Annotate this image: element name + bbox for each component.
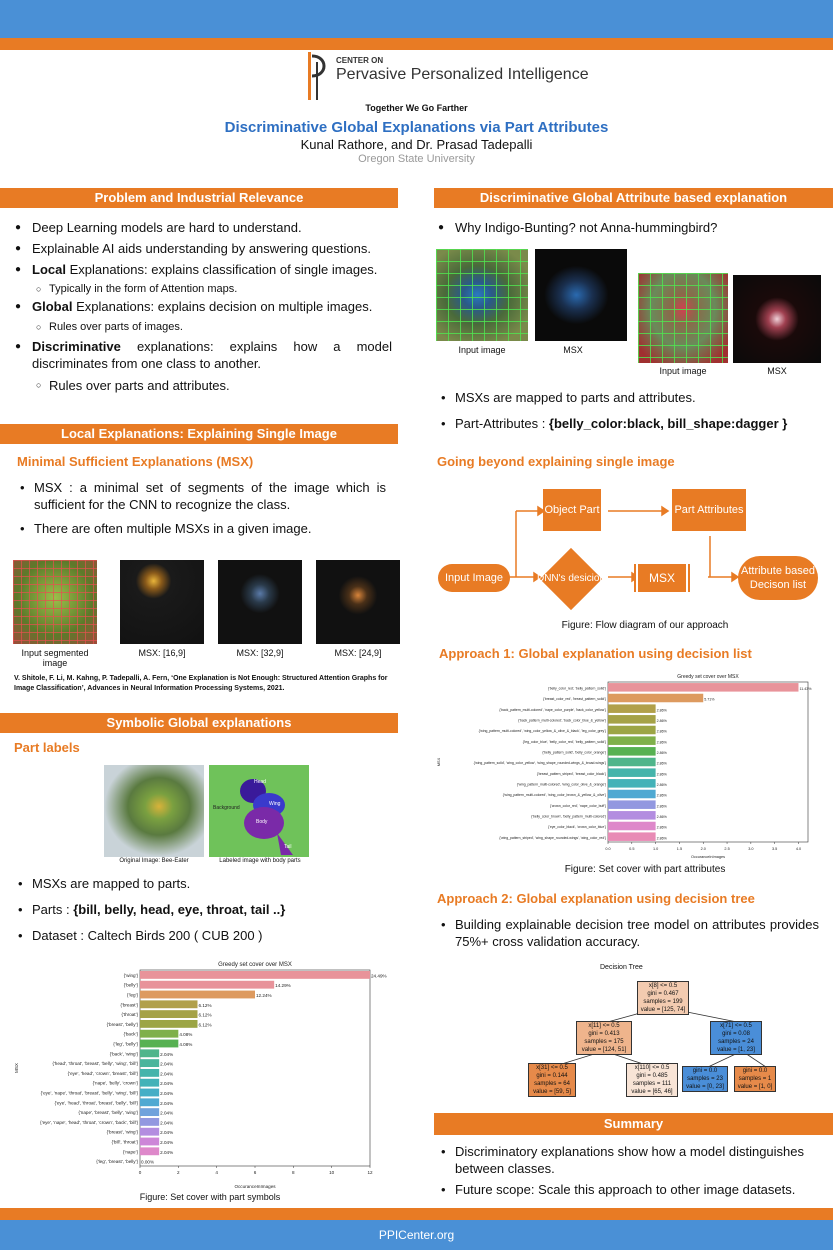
part-attributes-prefix: Part-Attributes : [455, 416, 549, 431]
bar-6 [608, 747, 656, 756]
bar-18 [140, 1147, 159, 1155]
category-label-10: {'eye', 'head', 'crown', 'breast', 'bill'} [67, 1070, 138, 1076]
ll-line-3: samples = 64 [534, 1081, 570, 1087]
category-label-18: {'nape'} [122, 1149, 138, 1155]
bar-9 [140, 1059, 159, 1067]
data-label-1: 5.71% [704, 697, 715, 702]
category-label-0: {'belly_color_red', 'belly_pattern_solid'} [547, 686, 606, 691]
flow-decision-diamond [536, 548, 606, 610]
data-label-13: 2.86% [656, 825, 667, 830]
flow-decision-list: Attribute based Decison list [738, 556, 818, 600]
left-line-4: value = [124, 51] [581, 1047, 627, 1053]
symbolic-bullet-2 [32, 901, 392, 918]
symbolic-bullet-1: • MSXs are mapped to parts. [32, 875, 392, 892]
top-stripe [0, 38, 833, 50]
plot-frame [140, 970, 370, 1166]
category-label-13: {'eye', 'head', 'throat', 'breast', 'belly', 'bill'} [54, 1100, 138, 1106]
data-label-14: 2.04% [160, 1110, 174, 1116]
lr-line-4: value = [65, 46] [631, 1089, 673, 1095]
data-label-5: 6.12% [198, 1022, 212, 1028]
x-tick-label-4: 2.0 [700, 847, 706, 851]
bar-8 [140, 1049, 159, 1057]
bar-2 [140, 991, 255, 999]
category-label-1: {'belly'} [123, 982, 138, 988]
category-label-12: {'eye', 'nape', 'throat', 'breast', 'belly', 'wing', 'bill'} [40, 1090, 138, 1096]
data-label-17: 2.04% [160, 1139, 174, 1145]
approach2-subheading: Approach 2: Global explanation using decision tree [437, 891, 755, 906]
bar-0 [140, 971, 370, 979]
x-tick-label-2: 1.0 [652, 847, 659, 851]
caption-msx-3: MSX: [24,9] [334, 648, 382, 658]
citation: V. Shitole, F. Li, M. Kahng, P. Tadepalli, A. Fern, ‘One Explanation is Not Enough: Structured Attention Graphs for Image Classification’, Advances in Neural Information Processing Systems, 2021. [14, 675, 388, 692]
category-label-2: {'back_pattern_multi-colored', 'nape_color_purple', 'back_color_yellow'} [499, 707, 606, 712]
symbolic-heading: Symbolic Global explanations [0, 713, 398, 733]
summary-heading: Summary [434, 1113, 833, 1135]
flow-part-attributes: Part Attributes [672, 489, 746, 531]
data-label-4: 6.12% [198, 1012, 212, 1018]
tree-node-ll [528, 1063, 576, 1097]
tree-node-right [710, 1021, 762, 1055]
flow-caption: Figure: Flow diagram of our approach [561, 620, 729, 631]
problem-bullet-4 [32, 298, 392, 315]
bar-10 [608, 790, 656, 799]
flow-input-image: Input Image [438, 564, 510, 592]
rl-line-1: gini = 0.0 [692, 1068, 718, 1074]
data-label-14: 2.86% [656, 836, 667, 841]
authors: Kunal Rathore, and Dr. Prasad Tadepalli [300, 137, 533, 152]
data-label-0: 11.43% [799, 687, 812, 691]
category-label-6: {'belly_pattern_solid', 'belly_color_orange'} [542, 750, 606, 755]
flow-object-part: Object Part [543, 489, 601, 531]
data-label-4: 2.86% [656, 729, 667, 734]
data-label-18: 2.04% [160, 1149, 174, 1155]
data-label-1: 14.29% [275, 983, 291, 989]
bar-12 [608, 811, 656, 820]
msx-box-divider-left [636, 564, 638, 592]
tree-node-rl [682, 1066, 728, 1092]
category-label-9: {'wing_pattern_multi-colored', 'wing_color_olive_&_orange'} [516, 782, 606, 787]
bottom-stripe [0, 1208, 833, 1220]
bar-14 [140, 1108, 159, 1116]
problem-heading: Problem and Industrial Relevance [0, 188, 398, 208]
discriminative-bullet-1: ● Why Indigo-Bunting? not Anna-hummingbird? [455, 219, 815, 236]
logo-center-on: CENTER ON [336, 56, 384, 65]
labeled-bird-drawing [209, 765, 309, 857]
bar-15 [140, 1118, 159, 1126]
label-body: Body [256, 819, 268, 825]
rr-line-2: samples = 1 [738, 1076, 772, 1082]
x-tick-label-1: 0.5 [629, 847, 635, 851]
category-label-15: {'eye', 'nape', 'head', 'throat', 'crown', 'back', 'bill'} [40, 1119, 138, 1125]
tree-node-rr [734, 1066, 776, 1092]
cap-input-1: Input image [458, 345, 506, 355]
data-label-2: 12.24% [256, 992, 272, 998]
bar-2 [608, 704, 656, 713]
data-label-12: 2.04% [160, 1090, 174, 1096]
chart-title: Greedy set cover over MSX [677, 674, 739, 680]
y-axis-label: MSX [14, 1063, 19, 1073]
hummingbird-input [638, 273, 728, 363]
data-label-8: 2.86% [656, 772, 667, 777]
category-label-17: {'bill', 'throat'} [111, 1139, 138, 1145]
input-segmented-image [13, 560, 97, 644]
msx-box-divider-right [686, 564, 688, 592]
caption-labeled-image: Labeled image with body parts [219, 858, 301, 864]
data-label-3: 6.12% [198, 1002, 212, 1008]
local-heading: Local Explanations: Explaining Single Image [0, 424, 398, 444]
category-label-14: {'nape', 'breast', 'belly', 'wing'} [78, 1110, 138, 1116]
ppi-logo [306, 52, 589, 102]
right-line-1: x[71] <= 0.5 [720, 1023, 752, 1029]
affiliation: Oregon State University [358, 153, 475, 165]
category-label-13: {'eye_color_black', 'crown_color_blue'} [548, 825, 606, 830]
category-label-9: {'head', 'throat', 'breast', 'belly', 'wing', 'bill'} [52, 1061, 138, 1067]
category-label-16: {'breast', 'wing'} [106, 1129, 138, 1135]
category-label-4: {'wing_pattern_multi-colored', 'wing_color_yellow_&_olive_&_black', 'leg_color_grey'} [478, 729, 606, 734]
category-label-19: {'leg', 'breast', 'belly'} [96, 1159, 138, 1165]
data-label-7: 4.08% [179, 1041, 193, 1047]
bar-3 [608, 715, 656, 724]
data-label-0: 24.49% [371, 973, 387, 979]
bar-16 [140, 1128, 159, 1136]
cap-msx-2: MSX [767, 366, 787, 376]
global-text: Explanations: explains decision on multiple images. [72, 299, 373, 314]
bar-6 [140, 1030, 178, 1038]
category-label-1: {'breast_color_red', 'breast_pattern_solid'} [543, 697, 606, 702]
x-tick-label-5: 2.5 [724, 847, 730, 851]
discriminative-text: explanations: explains how a model discriminates from one class to another. [32, 339, 392, 371]
parts-prefix: Parts : [32, 902, 74, 917]
msx-subheading: Minimal Sufficient Explanations (MSX) [17, 454, 254, 469]
x-tick-label-1: 2 [177, 1170, 180, 1175]
category-label-11: {'nape', 'belly', 'crown'} [92, 1080, 138, 1086]
rl-line-2: samples = 23 [687, 1076, 723, 1082]
left-line-3: samples = 175 [584, 1039, 624, 1045]
category-label-14: {'wing_pattern_striped', 'wing_shape_rounded-wings', 'wing_color_red'} [499, 835, 606, 840]
category-label-11: {'crown_color_red', 'nape_color_buff'} [549, 803, 606, 808]
root-line-4: value = [125, 74] [640, 1007, 686, 1013]
data-label-13: 2.04% [160, 1100, 174, 1106]
msx-bullet-1: • MSX : a minimal set of segments of the image which is sufficient for the CNN to recognize the class. [34, 479, 386, 513]
tree-node-left [576, 1021, 632, 1055]
bar-1 [608, 694, 703, 703]
root-line-1: x[8] <= 0.5 [648, 983, 678, 989]
left-line-1: x[11] <= 0.5 [588, 1023, 620, 1029]
bar-10 [140, 1069, 159, 1077]
cap-input-2: Input image [659, 366, 707, 376]
msx-bullet-2: • There are often multiple MSXs in a given image. [34, 520, 386, 537]
caption-msx-2: MSX: [32,9] [236, 648, 284, 658]
rr-line-1: gini = 0.0 [742, 1068, 768, 1074]
bar-3 [140, 1000, 198, 1008]
ppi-logo-icon [306, 52, 332, 100]
data-label-15: 2.04% [160, 1120, 174, 1126]
category-label-2: {'leg'} [127, 992, 138, 998]
category-label-7: {'wing_pattern_solid', 'wing_color_yellow', 'wing_shape_rounded-wings_&_broad-wings'} [473, 761, 606, 766]
x-tick-label-3: 6 [253, 1170, 257, 1175]
data-label-6: 2.86% [656, 751, 667, 755]
data-label-9: 2.86% [656, 783, 667, 787]
x-tick-label-3: 1.5 [676, 847, 683, 851]
symbolic-bullet-3: • Dataset : Caltech Birds 200 ( CUB 200 ) [32, 927, 392, 944]
poster-title: Discriminative Global Explanations via Part Attributes [224, 119, 609, 136]
category-label-5: {'breast', 'belly'} [106, 1021, 138, 1027]
flow-msx: MSX [634, 564, 690, 592]
bar-4 [608, 726, 656, 735]
summary-bullet-2: • Future scope: Scale this approach to other image datasets. [455, 1181, 825, 1198]
tagline: Together We Go Farther [365, 103, 468, 113]
x-axis-label: OccuranceInImages [234, 1184, 276, 1189]
set-cover-part-symbols-chart [14, 958, 398, 1190]
rl-line-3: value = [0, 23] [686, 1084, 724, 1090]
approach1-subheading: Approach 1: Global explanation using decision list [439, 646, 752, 661]
problem-sub-3: ○ Typically in the form of Attention maps. [49, 281, 389, 298]
x-tick-label-6: 12 [367, 1170, 373, 1175]
lr-line-1: x[110] <= 0.5 [634, 1065, 670, 1071]
labeled-bird-image [209, 765, 309, 857]
bar-0 [608, 683, 798, 692]
ll-line-4: value = [59, 5] [533, 1089, 571, 1095]
label-wing: Wing [269, 801, 281, 807]
flow-dnn-decision: DNN's desicion [536, 573, 606, 584]
bar-5 [608, 736, 656, 745]
label-background: Background [213, 805, 240, 811]
msx-image-2 [218, 560, 302, 644]
category-label-4: {'throat'} [121, 1012, 138, 1018]
approach2-bullet-1: • Building explainable decision tree model on attributes provides 75%+ cross validation accuracy. [455, 916, 819, 950]
x-tick-label-4: 8 [292, 1170, 295, 1175]
right-line-2: gini = 0.08 [722, 1031, 750, 1037]
part-labels-subheading: Part labels [14, 740, 80, 755]
x-tick-label-5: 10 [329, 1170, 335, 1175]
beyond-subheading: Going beyond explaining single image [437, 454, 675, 469]
top-banner [0, 0, 833, 38]
fig-caption-part-symbols: Figure: Set cover with part symbols [139, 1192, 281, 1202]
x-tick-label-7: 3.5 [772, 847, 778, 851]
category-label-3: {'back_pattern_multi-colored', 'back_color_blue_&_yellow'} [518, 718, 606, 723]
category-label-10: {'wing_pattern_multi-colored', 'wing_color_brown_&_yellow_&_olive'} [502, 793, 606, 798]
caption-msx-1: MSX: [16,9] [138, 648, 186, 658]
category-label-3: {'breast'} [120, 1002, 138, 1008]
category-label-7: {'leg', 'belly'} [113, 1041, 138, 1047]
data-label-19: 0.00% [141, 1159, 155, 1165]
bar-7 [140, 1040, 178, 1048]
data-label-9: 2.04% [160, 1061, 174, 1067]
global-bold: Global [32, 299, 73, 314]
lr-line-3: samples = 111 [632, 1081, 672, 1087]
bar-1 [140, 981, 274, 989]
set-cover-part-attributes-chart [436, 670, 830, 860]
discriminative-bullet-3 [455, 415, 825, 432]
discriminative-bullet-2: • MSXs are mapped to parts and attributes. [455, 389, 815, 406]
indigo-bunting-input [436, 249, 528, 341]
bee-eater-image [104, 765, 204, 857]
discriminative-heading: Discriminative Global Attribute based explanation [434, 188, 833, 208]
x-tick-label-6: 3.0 [748, 847, 754, 851]
tree-title: Decision Tree [600, 964, 643, 971]
local-text: Explanations: explains classification of single images. [65, 262, 378, 277]
category-label-8: {'back', 'wing'} [109, 1051, 138, 1057]
indigo-bunting-msx [535, 249, 627, 341]
msx-image-1 [120, 560, 204, 644]
bar-11 [140, 1079, 159, 1087]
data-label-7: 2.86% [656, 761, 667, 766]
data-label-12: 2.86% [656, 815, 667, 819]
caption-input-segmented: Input segmented image [21, 648, 89, 668]
msx-image-3 [316, 560, 400, 644]
data-label-5: 2.86% [656, 740, 667, 745]
local-bold: Local [32, 262, 66, 277]
category-label-5: {'leg_color_blue', 'belly_color_red', 'belly_pattern_solid'} [522, 739, 606, 744]
data-label-3: 2.86% [656, 719, 667, 723]
part-attributes-list: {belly_color:black, bill_shape:dagger } [548, 416, 788, 431]
parts-list: {bill, belly, head, eye, throat, tail ..} [73, 902, 286, 917]
data-label-11: 2.04% [160, 1081, 174, 1087]
bar-12 [140, 1089, 159, 1097]
category-label-8: {'breast_pattern_striped', 'breast_color_black'} [536, 771, 606, 776]
x-tick-label-8: 4.0 [795, 847, 802, 851]
bar-13 [140, 1098, 159, 1106]
x-tick-label-2: 4 [215, 1170, 218, 1175]
problem-sub-4: ○ Rules over parts of images. [49, 319, 389, 336]
caption-original-image: Original Image: Bee-Eater [119, 858, 189, 864]
root-line-2: gini = 0.467 [647, 991, 679, 997]
problem-bullet-1: ● Deep Learning models are hard to understand. [32, 219, 392, 236]
bar-14 [608, 832, 656, 841]
category-label-6: {'back'} [123, 1031, 138, 1037]
hummingbird-msx [733, 275, 821, 363]
discriminative-bold: Discriminative [32, 339, 121, 354]
root-line-3: samples = 199 [643, 999, 683, 1005]
bar-9 [608, 779, 656, 788]
problem-bullet-3 [32, 261, 397, 278]
ll-line-1: x[31] <= 0.5 [536, 1065, 568, 1071]
fig-caption-part-attributes: Figure: Set cover with part attributes [564, 864, 726, 875]
footer-url[interactable]: PPICenter.org [0, 1220, 833, 1250]
data-label-2: 2.86% [656, 708, 667, 713]
bar-8 [608, 768, 656, 777]
problem-bullet-2: ● Explainable AI aids understanding by answering questions. [32, 240, 392, 257]
bar-11 [608, 800, 656, 809]
y-axis-label: MSX [437, 757, 441, 767]
tree-node-lr [626, 1063, 678, 1097]
x-tick-label-0: 0 [138, 1170, 142, 1175]
left-line-2: gini = 0.413 [588, 1031, 620, 1037]
x-tick-label-0: 0.0 [605, 847, 611, 851]
data-label-8: 2.04% [160, 1051, 174, 1057]
problem-bullet-5 [32, 338, 392, 372]
data-label-11: 2.86% [656, 804, 667, 809]
category-label-0: {'wing'} [123, 972, 138, 978]
right-line-3: samples = 24 [718, 1039, 754, 1045]
bar-7 [608, 758, 656, 767]
data-label-16: 2.04% [160, 1130, 174, 1136]
bar-13 [608, 822, 656, 831]
data-label-10: 2.86% [656, 793, 667, 798]
data-label-6: 4.08% [179, 1032, 193, 1038]
tree-node-root [637, 981, 689, 1015]
data-label-10: 2.04% [160, 1071, 174, 1077]
rr-line-3: value = [1, 0] [737, 1084, 773, 1090]
bar-17 [140, 1138, 159, 1146]
category-label-12: {'belly_color_brown', 'belly_pattern_multi-colored'} [531, 814, 606, 819]
right-line-4: value = [1, 23] [717, 1047, 755, 1053]
ll-line-2: gini = 0.144 [536, 1073, 568, 1079]
lr-line-2: gini = 0.485 [636, 1073, 668, 1079]
chart-title: Greedy set cover over MSX [218, 962, 292, 968]
problem-sub-5: ○ Rules over parts and attributes. [49, 377, 389, 394]
bar-5 [140, 1020, 198, 1028]
label-head: Head [254, 779, 266, 785]
x-axis-label: OccuranceInImages [691, 855, 725, 859]
bar-4 [140, 1010, 198, 1018]
logo-name: Pervasive Personalized Intelligence [336, 66, 589, 83]
summary-bullet-1: • Discriminatory explanations show how a model distinguishes between classes. [455, 1143, 825, 1177]
label-tail: Tail [284, 844, 292, 850]
cap-msx-1: MSX [563, 345, 583, 355]
